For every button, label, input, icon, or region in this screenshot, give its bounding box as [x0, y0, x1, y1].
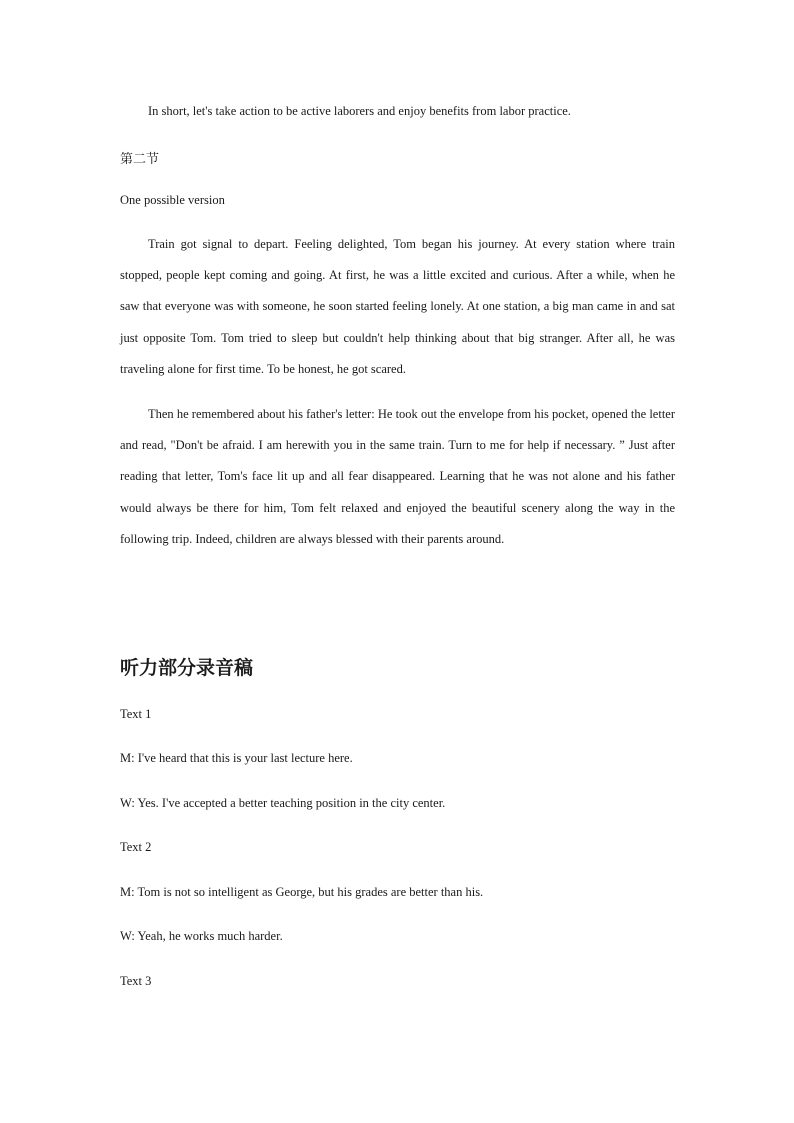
essay-conclusion: In short, let's take action to be active laborers and enjoy benefits from labor practice. — [148, 104, 571, 118]
transcript-dialogue-line: W: Yes. I've accepted a better teaching position in the city center. — [120, 796, 446, 810]
transcript-dialogue-line: W: Yeah, he works much harder. — [120, 929, 283, 943]
transcript-dialogue-line: M: Tom is not so intelligent as George, but his grades are better than his. — [120, 885, 484, 899]
transcript-heading: 听力部分录音稿 — [120, 657, 254, 679]
transcript-text-label: Text 1 — [120, 707, 152, 721]
story-paragraph-2: Then he remembered about his father's letter: He took out the envelope from his pocket, opened the letter and read, "Don't be afraid. I am herewith you in the same train. Turn to me for help if necessary. ” Just after reading that letter, Tom's face lit up and all fear disappeared. Learning that he was not alone and his father would always be there for him, Tom felt relaxed and enjoyed the beautiful scenery along the way in the following trip. Indeed, children are always blessed with their parents around. — [120, 407, 675, 546]
transcript-text-label: Text 3 — [120, 974, 152, 988]
section-label: 第二节 — [120, 152, 160, 167]
transcript-text-label: Text 2 — [120, 840, 152, 854]
story-paragraph-1: Train got signal to depart. Feeling delighted, Tom began his journey. At every station where train stopped, people kept coming and going. At first, he was a little excited and curious. After a while, when he saw that everyone was with someone, he soon started feeling lonely. At one station, a big man came in and sat just opposite Tom. Tom tried to sleep but couldn't help thinking about that big stranger. After all, he was traveling alone for first time. To be honest, he got scared. — [120, 237, 675, 376]
version-label: One possible version — [120, 193, 225, 207]
transcript-dialogue-line: M: I've heard that this is your last lecture here. — [120, 751, 353, 765]
